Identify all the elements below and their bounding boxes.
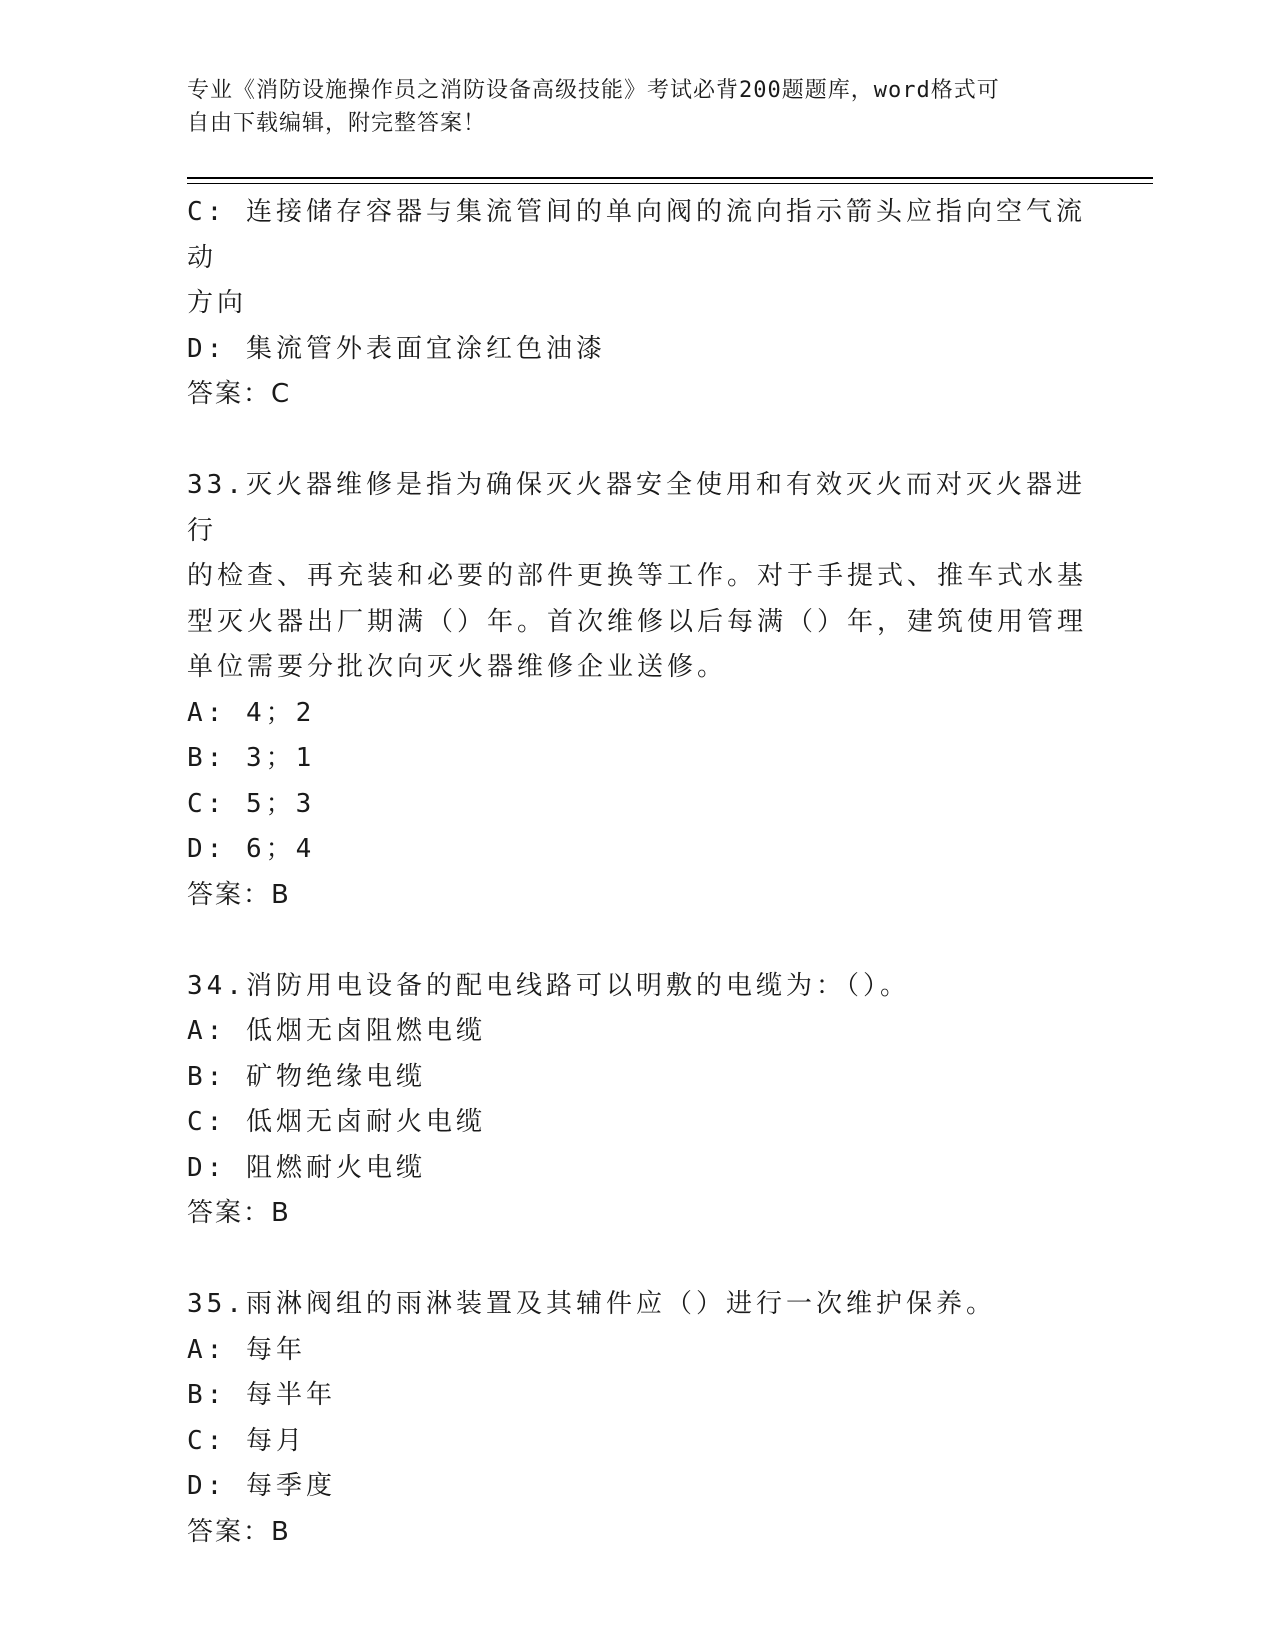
q35-stem: 35.雨淋阀组的雨淋装置及其辅件应（）进行一次维护保养。 — [187, 1289, 996, 1319]
q32-option-c-line-2: 方向 — [187, 288, 248, 318]
question-35 — [187, 1282, 1087, 1555]
header-title-line-2: 自由下载编辑，附完整答案！ — [187, 111, 487, 136]
q35-answer: 答案：B — [187, 1516, 291, 1547]
q34-option-a: A: 低烟无卤阻燃电缆 — [187, 1016, 486, 1046]
q34-option-d: D: 阻燃耐火电缆 — [187, 1152, 426, 1183]
q34-option-c: C: 低烟无卤耐火电缆 — [187, 1107, 486, 1137]
header-divider-thin — [187, 183, 1153, 184]
document-header — [187, 74, 1087, 140]
question-33 — [187, 463, 1087, 918]
spacer — [187, 918, 1087, 964]
q33-stem-line-4: 单位需要分批次向灭火器维修企业送修。 — [187, 652, 728, 682]
q34-answer: 答案：B — [187, 1198, 291, 1228]
q33-stem-line-1: 33.灭火器维修是指为确保灭火器安全使用和有效灭火而对灭火器进行 — [187, 470, 1086, 546]
header-divider-thick — [187, 177, 1153, 179]
q34-stem: 34.消防用电设备的配电线路可以明敷的电缆为：（）。 — [187, 970, 910, 1001]
q32-option-d: D: 集流管外表面宜涂红色油漆 — [187, 333, 606, 364]
question-32-tail — [187, 190, 1087, 418]
q35-option-d: D: 每季度 — [187, 1471, 336, 1501]
question-list — [187, 190, 1087, 1555]
q32-answer: 答案：C — [187, 379, 292, 409]
q34-option-b: B: 矿物绝缘电缆 — [187, 1061, 426, 1092]
spacer — [187, 418, 1087, 464]
q35-option-a: A: 每年 — [187, 1334, 306, 1365]
q33-answer: 答案：B — [187, 879, 291, 910]
q33-option-d: D: 6；4 — [187, 834, 316, 864]
q32-option-c-line-1: C: 连接储存容器与集流管间的单向阀的流向指示箭头应指向空气流动 — [187, 197, 1086, 273]
question-34 — [187, 964, 1087, 1237]
q33-stem-line-3: 型灭火器出厂期满（）年。首次维修以后每满（）年，建筑使用管理 — [187, 606, 1088, 637]
q33-option-c: C: 5；3 — [187, 788, 316, 819]
header-title-line-1: 专业《消防设施操作员之消防设备高级技能》考试必背200题题库，word格式可 — [187, 78, 1000, 103]
q35-option-b: B: 每半年 — [187, 1380, 336, 1410]
q33-option-a: A: 4；2 — [187, 697, 316, 728]
q33-stem-line-2: 的检查、再充装和必要的部件更换等工作。对于手提式、推车式水基 — [187, 561, 1088, 591]
q33-option-b: B: 3；1 — [187, 743, 316, 773]
spacer — [187, 1237, 1087, 1283]
q35-option-c: C: 每月 — [187, 1425, 306, 1456]
